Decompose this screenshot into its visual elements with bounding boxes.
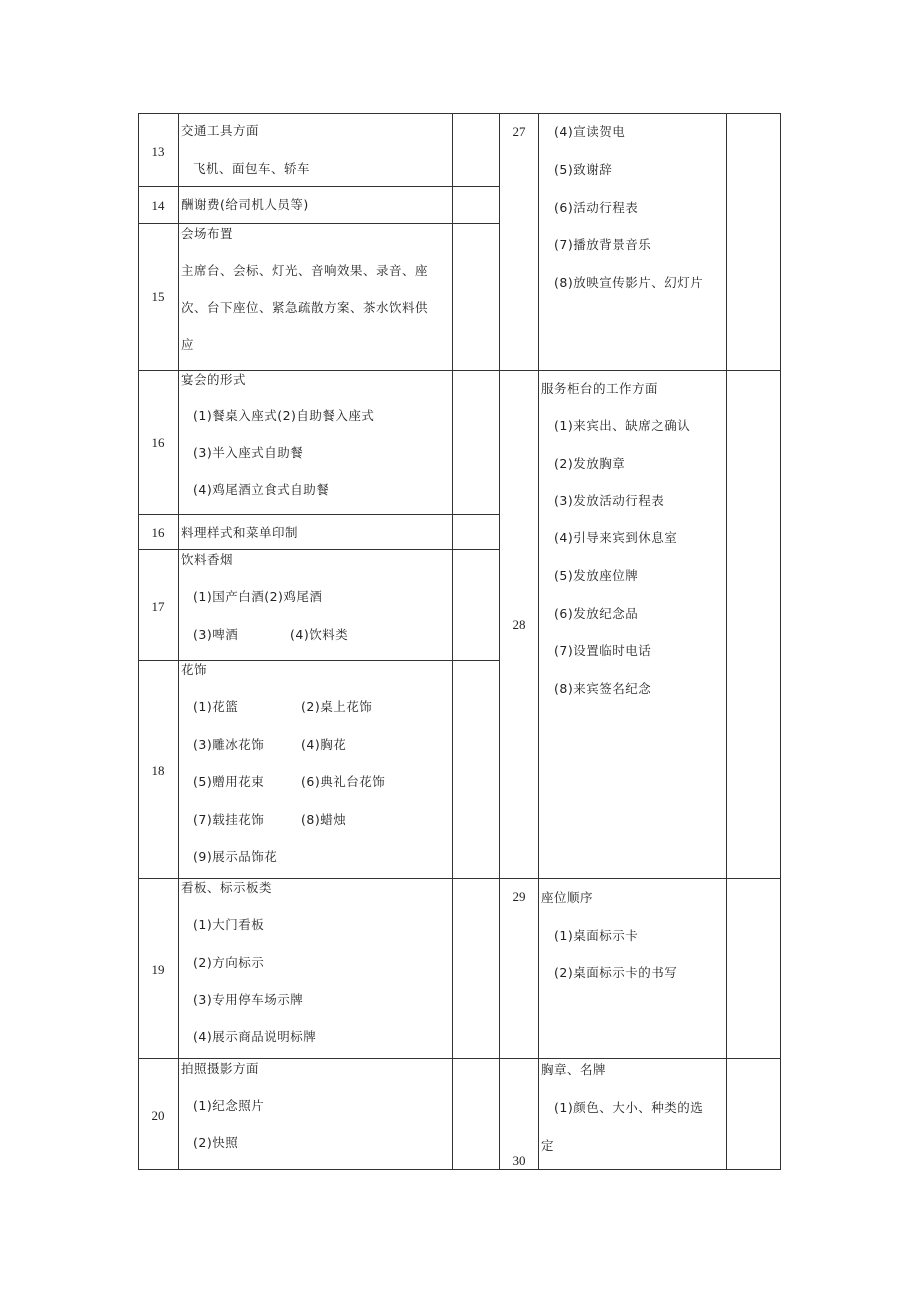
row-detail: (7)载挂花饰 <box>193 812 265 827</box>
row-detail: (4)展示商品说明标牌 <box>193 1029 317 1044</box>
row-number: 17 <box>151 599 165 614</box>
row-detail: (5)致谢辞 <box>554 162 613 177</box>
row-detail: (1)餐桌入座式(2)自助餐入座式 <box>193 408 375 423</box>
row-rule <box>138 223 499 224</box>
row-detail: (3)专用停车场示牌 <box>193 992 304 1007</box>
row-title: 花饰 <box>181 662 208 677</box>
row-detail: (5)赠用花束 <box>193 774 265 789</box>
row-number: 16 <box>151 525 165 540</box>
row-number: 16 <box>151 435 165 450</box>
row-title: 拍照摄影方面 <box>181 1061 260 1076</box>
row-detail: (9)展示品饰花 <box>193 849 278 864</box>
row-title: 交通工具方面 <box>181 123 260 138</box>
row-detail: (1)花篮 <box>193 699 239 714</box>
row-detail: (8)来宾签名纪念 <box>554 681 652 696</box>
row-rule <box>138 1058 781 1059</box>
row-detail: (1)国产白酒(2)鸡尾酒 <box>193 589 323 604</box>
row-number: 28 <box>512 617 526 632</box>
row-detail: (6)典礼台花饰 <box>301 774 386 789</box>
row-detail: (3)发放活动行程表 <box>554 493 665 508</box>
row-rule <box>138 186 499 187</box>
row-detail: (2)快照 <box>193 1135 239 1150</box>
row-detail: (6)发放纪念品 <box>554 606 639 621</box>
table-divider-col2 <box>452 113 453 1170</box>
row-detail: (1)大门看板 <box>193 917 265 932</box>
table-divider-col1 <box>178 113 179 1170</box>
row-rule <box>138 549 499 550</box>
table-border-right <box>780 113 781 1170</box>
row-detail: (1)桌面标示卡 <box>554 928 639 943</box>
row-detail: 次、台下座位、紧急疏散方案、茶水饮料供 <box>181 300 429 315</box>
row-detail: (1)来宾出、缺席之确认 <box>554 418 691 433</box>
row-number: 14 <box>151 198 165 213</box>
row-rule <box>138 514 499 515</box>
row-rule <box>138 370 781 371</box>
table-divider-col3 <box>499 113 500 1170</box>
table-border-left <box>138 113 139 1170</box>
row-detail: (5)发放座位牌 <box>554 568 639 583</box>
row-detail: (2)方向标示 <box>193 955 265 970</box>
row-number: 19 <box>151 962 165 977</box>
row-rule <box>138 660 499 661</box>
row-number: 27 <box>512 124 526 139</box>
row-detail: (1)纪念照片 <box>193 1098 265 1113</box>
row-title: 饮料香烟 <box>181 552 234 567</box>
row-detail: (1)颜色、大小、种类的选 <box>554 1100 704 1115</box>
row-detail: (8)蜡烛 <box>301 812 347 827</box>
row-title: 胸章、名牌 <box>541 1062 607 1077</box>
row-number: 30 <box>512 1153 526 1168</box>
row-number: 29 <box>512 889 526 904</box>
row-title: 宴会的形式 <box>181 372 247 387</box>
row-detail: (2)桌面标示卡的书写 <box>554 965 678 980</box>
row-detail: (7)设置临时电话 <box>554 643 652 658</box>
row-title: 酬谢费(给司机人员等) <box>181 197 309 212</box>
row-detail: (3)雕冰花饰 <box>193 737 265 752</box>
row-title: 服务柜台的工作方面 <box>541 381 659 396</box>
row-number: 20 <box>151 1108 165 1123</box>
row-detail: (3)半入座式自助餐 <box>193 445 304 460</box>
row-title: 料理样式和菜单印制 <box>181 525 299 540</box>
row-detail: 定 <box>541 1138 555 1153</box>
row-detail: (4)胸花 <box>301 737 347 752</box>
row-detail: 飞机、面包车、轿车 <box>193 161 311 176</box>
table-divider-col5 <box>726 113 727 1170</box>
row-number: 15 <box>151 289 165 304</box>
row-detail: (8)放映宣传影片、幻灯片 <box>554 275 704 290</box>
table-divider-col4 <box>538 113 539 1170</box>
row-number: 13 <box>151 144 165 159</box>
row-detail: (4)宣读贺电 <box>554 124 626 139</box>
row-detail: (4)饮料类 <box>290 627 349 642</box>
row-detail: (4)鸡尾酒立食式自助餐 <box>193 482 330 497</box>
row-detail: (7)播放背景音乐 <box>554 237 652 252</box>
row-title: 座位顺序 <box>541 890 594 905</box>
table-border-bottom <box>138 1169 781 1170</box>
row-title: 看板、标示板类 <box>181 880 273 895</box>
row-title: 会场布置 <box>181 226 234 241</box>
row-detail: (3)啤酒 <box>193 627 239 642</box>
row-detail: (6)活动行程表 <box>554 200 639 215</box>
row-rule <box>138 878 781 879</box>
row-detail: (4)引导来宾到休息室 <box>554 530 678 545</box>
row-detail: (2)桌上花饰 <box>301 699 373 714</box>
row-number: 18 <box>151 763 165 778</box>
row-detail: 应 <box>181 337 195 352</box>
row-detail: (2)发放胸章 <box>554 456 626 471</box>
table-border-top <box>138 113 781 114</box>
row-detail: 主席台、会标、灯光、音响效果、录音、座 <box>181 263 429 278</box>
